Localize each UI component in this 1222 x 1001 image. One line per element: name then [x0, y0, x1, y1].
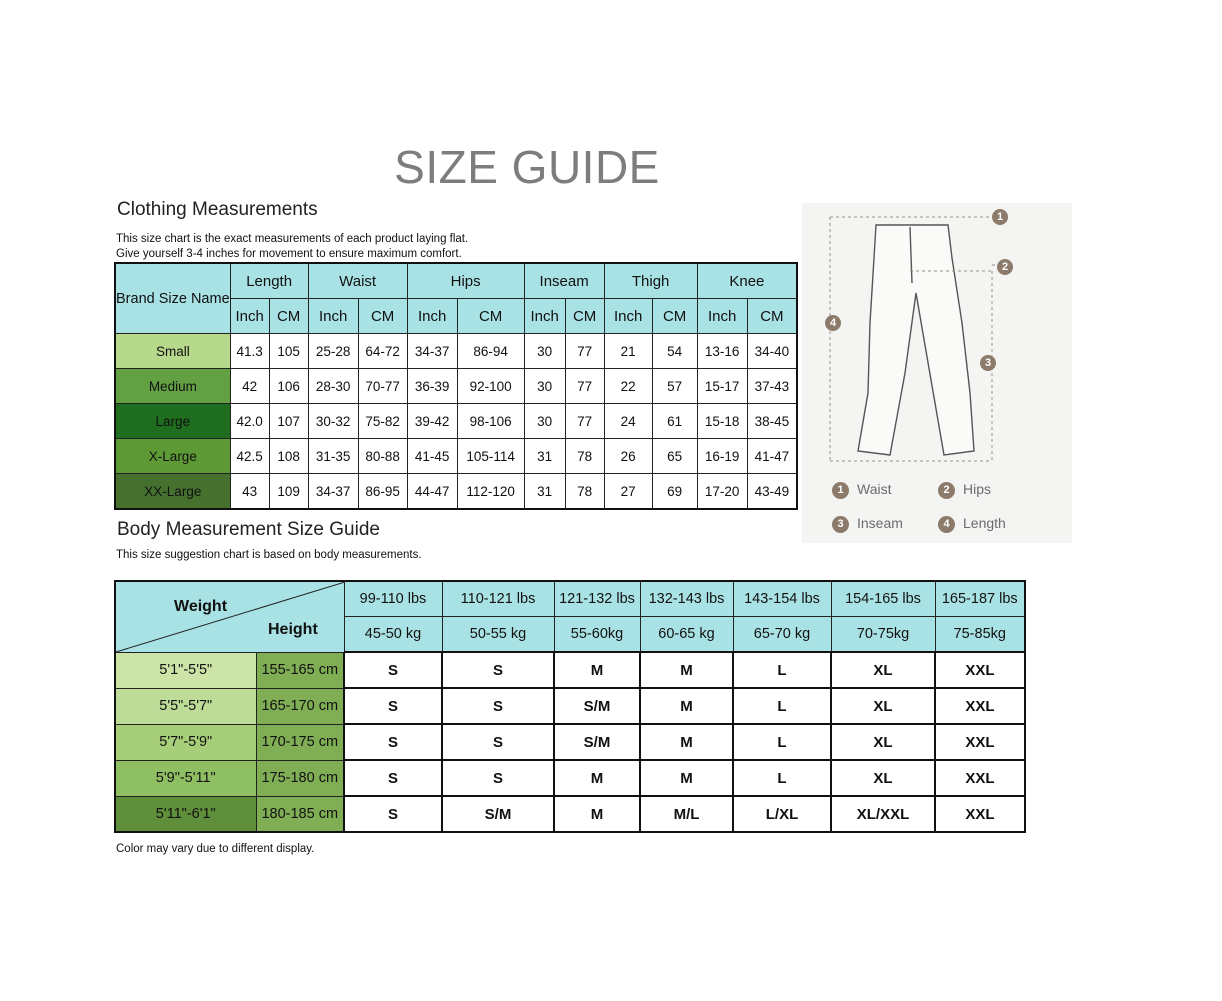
legend-waist [832, 481, 891, 499]
measurement-cell: 86-94 [457, 334, 524, 369]
weight-lbs-header: 110-121 lbs [442, 581, 554, 617]
legend-label: Hips [963, 481, 992, 497]
measurement-cell: 34-37 [407, 334, 457, 369]
measurement-cell: 92-100 [457, 369, 524, 404]
measurement-cell: 15-17 [697, 369, 747, 404]
recommended-size-cell: S/M [554, 724, 640, 760]
measurement-cell: 31 [524, 439, 565, 474]
measurement-cell: 41-45 [407, 439, 457, 474]
measurement-cell: 54 [652, 334, 697, 369]
height-feet-cell: 5'1"-5'5" [115, 652, 256, 688]
measurement-cell: 57 [652, 369, 697, 404]
measurement-cell: 105 [269, 334, 308, 369]
page-title: SIZE GUIDE [394, 141, 660, 193]
measurement-cell: 34-40 [747, 334, 797, 369]
weight-lbs-header: 132-143 lbs [640, 581, 733, 617]
measurement-cell: 34-37 [308, 474, 358, 510]
weight-lbs-header: 99-110 lbs [344, 581, 442, 617]
measurement-cell: 77 [565, 404, 604, 439]
unit-cm-header: CM [358, 299, 407, 334]
measurement-cell: 105-114 [457, 439, 524, 474]
measurement-cell: 70-77 [358, 369, 407, 404]
diagonal-divider [116, 582, 345, 652]
measurement-cell: 17-20 [697, 474, 747, 510]
recommended-size-cell: L [733, 652, 831, 688]
height-feet-cell: 5'11"-6'1" [115, 796, 256, 832]
measurement-cell: 42 [230, 369, 269, 404]
measurement-cell: 30 [524, 334, 565, 369]
measurement-cell: 107 [269, 404, 308, 439]
column-group-header: Inseam [524, 263, 604, 299]
measurement-cell: 108 [269, 439, 308, 474]
recommended-size-cell: S/M [554, 688, 640, 724]
brand-size-header: Brand Size Name [115, 263, 230, 334]
body-note: This size suggestion chart is based on body measurements. [116, 549, 422, 561]
inseam-number-icon: 3 [832, 516, 849, 533]
recommended-size-cell: XXL [935, 760, 1025, 796]
recommended-size-cell: M [554, 796, 640, 832]
recommended-size-cell: M [640, 760, 733, 796]
weight-kg-header: 60-65 kg [640, 617, 733, 653]
measurement-cell: 15-18 [697, 404, 747, 439]
recommended-size-cell: S [442, 688, 554, 724]
unit-inch-header: Inch [604, 299, 652, 334]
measurement-cell: 64-72 [358, 334, 407, 369]
height-label: Height [268, 621, 318, 638]
weight-kg-header: 55-60kg [554, 617, 640, 653]
weight-label: Weight [174, 598, 228, 615]
measurement-cell: 28-30 [308, 369, 358, 404]
height-feet-cell: 5'7"-5'9" [115, 724, 256, 760]
measurement-cell: 26 [604, 439, 652, 474]
unit-inch-header: Inch [308, 299, 358, 334]
table-row [115, 334, 797, 369]
measurement-cell: 36-39 [407, 369, 457, 404]
recommended-size-cell: L [733, 760, 831, 796]
length-marker-icon: 4 [825, 315, 841, 331]
measurement-cell: 42.0 [230, 404, 269, 439]
measurement-cell: 65 [652, 439, 697, 474]
body-heading: Body Measurement Size Guide [117, 519, 380, 540]
height-cm-cell: 165-170 cm [256, 688, 344, 724]
recommended-size-cell: S [344, 796, 442, 832]
measurement-cell: 44-47 [407, 474, 457, 510]
recommended-size-cell: L [733, 724, 831, 760]
height-cm-cell: 170-175 cm [256, 724, 344, 760]
recommended-size-cell: S [442, 724, 554, 760]
recommended-size-cell: XXL [935, 724, 1025, 760]
header-row [115, 263, 797, 299]
size-name-cell: XX-Large [115, 474, 230, 510]
measurement-cell: 22 [604, 369, 652, 404]
recommended-size-cell: S [442, 652, 554, 688]
height-cm-cell: 155-165 cm [256, 652, 344, 688]
measurement-cell: 31-35 [308, 439, 358, 474]
unit-cm-header: CM [747, 299, 797, 334]
table-row [115, 369, 797, 404]
measurement-cell: 78 [565, 474, 604, 510]
measurement-cell: 24 [604, 404, 652, 439]
table-row [115, 760, 1025, 796]
recommended-size-cell: S [344, 760, 442, 796]
recommended-size-cell: M [640, 652, 733, 688]
recommended-size-cell: XL [831, 688, 935, 724]
column-group-header: Hips [407, 263, 524, 299]
length-number-icon: 4 [938, 516, 955, 533]
hips-marker-icon: 2 [997, 259, 1013, 275]
measurement-cell: 21 [604, 334, 652, 369]
weight-lbs-header: 165-187 lbs [935, 581, 1025, 617]
measurement-cell: 30 [524, 404, 565, 439]
recommended-size-cell: XL [831, 760, 935, 796]
recommended-size-cell: S [344, 652, 442, 688]
legend-hips [938, 481, 991, 499]
weight-kg-header: 70-75kg [831, 617, 935, 653]
measurement-cell: 77 [565, 334, 604, 369]
unit-cm-header: CM [269, 299, 308, 334]
measurement-cell: 31 [524, 474, 565, 510]
measurement-cell: 80-88 [358, 439, 407, 474]
measurement-cell: 98-106 [457, 404, 524, 439]
table-row [115, 652, 1025, 688]
measurement-cell: 78 [565, 439, 604, 474]
recommended-size-cell: M [640, 724, 733, 760]
weight-kg-header: 50-55 kg [442, 617, 554, 653]
inseam-marker-icon: 3 [980, 355, 996, 371]
measurement-cell: 69 [652, 474, 697, 510]
measurement-cell: 41.3 [230, 334, 269, 369]
size-name-cell: X-Large [115, 439, 230, 474]
legend-label: Waist [857, 481, 892, 497]
column-group-header: Thigh [604, 263, 697, 299]
height-feet-cell: 5'5"-5'7" [115, 688, 256, 724]
recommended-size-cell: M/L [640, 796, 733, 832]
measurement-cell: 77 [565, 369, 604, 404]
weight-kg-header: 65-70 kg [733, 617, 831, 653]
measurement-cell: 109 [269, 474, 308, 510]
recommended-size-cell: S [442, 760, 554, 796]
measurement-cell: 16-19 [697, 439, 747, 474]
measurement-cell: 39-42 [407, 404, 457, 439]
unit-cm-header: CM [652, 299, 697, 334]
measurement-cell: 30-32 [308, 404, 358, 439]
weight-lbs-row [115, 581, 1025, 617]
measurement-cell: 61 [652, 404, 697, 439]
table-row [115, 688, 1025, 724]
unit-inch-header: Inch [524, 299, 565, 334]
unit-cm-header: CM [457, 299, 524, 334]
measurement-cell: 30 [524, 369, 565, 404]
size-name-cell: Large [115, 404, 230, 439]
measurement-cell: 13-16 [697, 334, 747, 369]
clothing-measurements-table [114, 262, 798, 510]
legend-inseam [832, 515, 903, 533]
waist-marker-icon: 1 [992, 209, 1008, 225]
recommended-size-cell: L/XL [733, 796, 831, 832]
recommended-size-cell: M [554, 760, 640, 796]
weight-kg-header: 75-85kg [935, 617, 1025, 653]
size-name-cell: Medium [115, 369, 230, 404]
recommended-size-cell: XXL [935, 652, 1025, 688]
recommended-size-cell: M [640, 688, 733, 724]
weight-lbs-header: 154-165 lbs [831, 581, 935, 617]
measurement-cell: 106 [269, 369, 308, 404]
weight-height-corner [115, 581, 344, 652]
recommended-size-cell: S [344, 724, 442, 760]
measurement-cell: 37-43 [747, 369, 797, 404]
pants-illustration [802, 203, 1072, 473]
table-row [115, 796, 1025, 832]
column-group-header: Knee [697, 263, 797, 299]
recommended-size-cell: M [554, 652, 640, 688]
hips-number-icon: 2 [938, 482, 955, 499]
recommended-size-cell: L [733, 688, 831, 724]
unit-cm-header: CM [565, 299, 604, 334]
measurement-cell: 112-120 [457, 474, 524, 510]
clothing-note-2: Give yourself 3-4 inches for movement to ensure maximum comfort. [116, 248, 462, 260]
table-row [115, 724, 1025, 760]
column-group-header: Waist [308, 263, 407, 299]
recommended-size-cell: XL/XXL [831, 796, 935, 832]
measurement-cell: 75-82 [358, 404, 407, 439]
recommended-size-cell: S [344, 688, 442, 724]
weight-lbs-header: 121-132 lbs [554, 581, 640, 617]
clothing-note-1: This size chart is the exact measurements of each product laying flat. [116, 233, 469, 245]
recommended-size-cell: XXL [935, 688, 1025, 724]
recommended-size-cell: XL [831, 652, 935, 688]
measurement-cell: 38-45 [747, 404, 797, 439]
footer-note: Color may vary due to different display. [116, 843, 315, 855]
legend-length [938, 515, 1006, 533]
waist-number-icon: 1 [832, 482, 849, 499]
table-row [115, 474, 797, 510]
recommended-size-cell: XXL [935, 796, 1025, 832]
measurement-cell: 25-28 [308, 334, 358, 369]
table-row [115, 439, 797, 474]
weight-kg-header: 45-50 kg [344, 617, 442, 653]
measurement-cell: 27 [604, 474, 652, 510]
measurement-cell: 43-49 [747, 474, 797, 510]
height-cm-cell: 180-185 cm [256, 796, 344, 832]
body-measurements-table [114, 580, 1026, 833]
legend-label: Length [963, 515, 1006, 531]
recommended-size-cell: S/M [442, 796, 554, 832]
clothing-heading: Clothing Measurements [117, 199, 318, 220]
measurement-cell: 43 [230, 474, 269, 510]
height-feet-cell: 5'9"-5'11" [115, 760, 256, 796]
unit-inch-header: Inch [230, 299, 269, 334]
table-row [115, 404, 797, 439]
column-group-header: Length [230, 263, 308, 299]
unit-inch-header: Inch [697, 299, 747, 334]
pants-measurement-diagram [802, 203, 1072, 543]
measurement-cell: 41-47 [747, 439, 797, 474]
unit-inch-header: Inch [407, 299, 457, 334]
size-name-cell: Small [115, 334, 230, 369]
weight-lbs-header: 143-154 lbs [733, 581, 831, 617]
measurement-cell: 86-95 [358, 474, 407, 510]
recommended-size-cell: XL [831, 724, 935, 760]
height-cm-cell: 175-180 cm [256, 760, 344, 796]
legend-label: Inseam [857, 515, 903, 531]
measurement-cell: 42.5 [230, 439, 269, 474]
